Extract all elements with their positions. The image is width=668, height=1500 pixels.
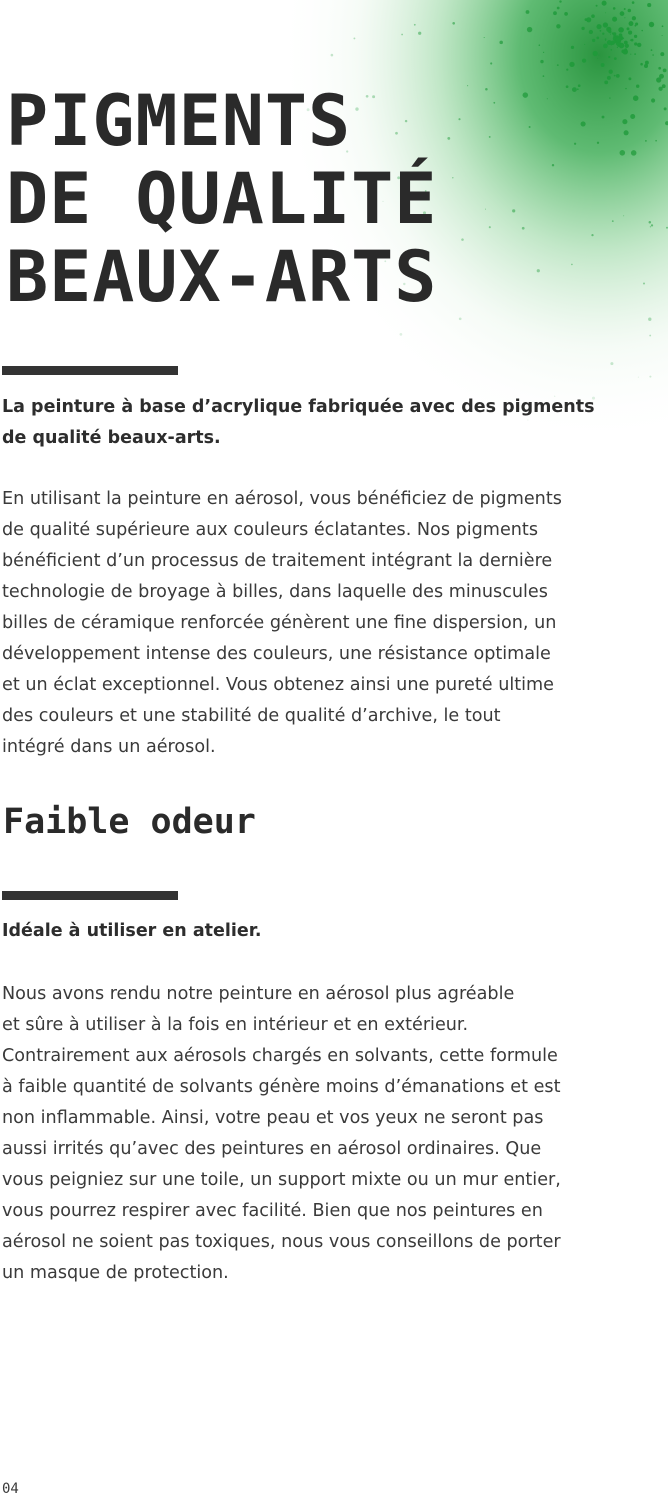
spray-speckle	[643, 282, 645, 284]
spray-speckle	[414, 24, 416, 26]
spray-speckle	[452, 22, 455, 25]
spray-speckle	[543, 52, 544, 53]
spray-speckle	[614, 57, 617, 60]
spray-speckle	[578, 84, 581, 87]
spray-speckle	[640, 63, 643, 66]
spray-speckle	[625, 44, 629, 48]
spray-speckle	[644, 64, 648, 68]
spray-speckle	[596, 24, 601, 29]
spray-speckle	[331, 54, 334, 57]
spray-speckle	[631, 39, 634, 42]
spray-speckle	[649, 221, 652, 224]
spray-speckle	[574, 143, 576, 145]
spray-speckle	[461, 238, 464, 241]
spray-speckle	[553, 11, 557, 15]
spray-speckle	[467, 85, 468, 86]
spray-speckle	[571, 46, 574, 49]
section-heading: Faible odeur	[3, 802, 256, 842]
spray-speckle	[645, 140, 647, 142]
spray-speckle	[607, 76, 611, 80]
spray-speckle	[552, 164, 554, 166]
section-divider	[2, 366, 178, 375]
body-line: de qualité supérieure aux couleurs éclatantes. Nos pigments	[2, 520, 538, 540]
spray-speckle	[523, 92, 529, 98]
body-line: et sûre à utiliser à la fois en intérieur et en extérieur.	[2, 1015, 469, 1035]
spray-speckle	[581, 27, 584, 30]
title-line: BEAUX-ARTS	[6, 236, 438, 318]
spray-speckle	[652, 54, 654, 56]
spray-speckle	[603, 22, 608, 27]
spray-speckle	[632, 16, 636, 20]
spray-speckle	[566, 69, 568, 71]
spray-speckle	[608, 30, 611, 33]
spray-speckle	[522, 227, 525, 230]
spray-speckle	[610, 34, 611, 35]
spray-speckle	[572, 87, 577, 92]
spray-speckle	[629, 21, 634, 26]
section-body	[2, 484, 562, 763]
spray-speckle	[649, 22, 654, 27]
spray-speckle	[601, 63, 605, 67]
spray-speckle	[610, 362, 613, 365]
spray-speckle	[651, 98, 655, 102]
spray-speckle	[600, 30, 602, 32]
spray-speckle	[459, 317, 462, 320]
spray-speckle	[628, 31, 632, 35]
spray-speckle	[632, 1, 635, 4]
spray-speckle	[557, 7, 560, 10]
spray-speckle	[485, 88, 488, 91]
spray-speckle	[620, 11, 625, 16]
spray-speckle	[637, 43, 641, 47]
body-line: et un éclat exceptionnel. Vous obtenez ainsi une pureté ultime	[2, 675, 554, 695]
spray-speckle	[559, 0, 561, 2]
spray-speckle	[353, 37, 355, 39]
spray-speckle	[609, 97, 610, 98]
spray-speckle	[664, 107, 667, 110]
spray-speckle	[596, 5, 598, 7]
body-line: aérosol ne soient pas toxiques, nous vous conseillons de porter	[2, 1232, 561, 1252]
spray-speckle	[617, 47, 618, 48]
spray-speckle	[649, 335, 651, 337]
page-title	[6, 82, 437, 316]
spray-speckle	[400, 333, 403, 336]
body-line: non inflammable. Ainsi, votre peau et vos yeux ne seront pas	[2, 1108, 544, 1128]
spray-speckle	[571, 264, 573, 266]
lead-line: de qualité beaux-arts.	[2, 428, 221, 448]
page-number: 04	[2, 1481, 19, 1497]
spray-speckle	[537, 269, 540, 272]
spray-speckle	[569, 62, 574, 67]
spray-speckle	[602, 1, 607, 6]
body-line: technologie de broyage à billes, dans laquelle des minuscules	[2, 582, 548, 602]
spray-speckle	[651, 49, 653, 51]
spray-speckle	[401, 34, 403, 36]
spray-speckle	[634, 53, 636, 55]
spray-speckle	[418, 32, 421, 35]
spray-speckle	[529, 126, 531, 128]
spray-speckle	[591, 234, 593, 236]
spray-speckle	[582, 58, 586, 62]
spray-speckle	[635, 22, 638, 25]
spray-speckle	[564, 12, 568, 16]
spray-speckle	[458, 118, 460, 120]
spray-speckle	[608, 56, 610, 58]
spray-speckle	[493, 102, 495, 104]
spray-speckle	[628, 77, 631, 80]
spray-speckle	[616, 74, 620, 78]
spray-speckle	[605, 38, 607, 40]
spray-speckle	[604, 81, 608, 85]
body-line: à faible quantité de solvants génère moins d’émanations et est	[2, 1077, 561, 1097]
spray-speckle	[489, 136, 491, 138]
spray-speckle	[630, 39, 631, 40]
spray-speckle	[598, 55, 599, 56]
section-divider	[2, 891, 178, 900]
body-line: Contrairement aux aérosols chargés en solvants, cette formule	[2, 1046, 558, 1066]
spray-speckle	[630, 54, 631, 55]
spray-speckle	[602, 116, 605, 119]
lead-line: Idéale à utiliser en atelier.	[2, 921, 262, 941]
spray-speckle	[612, 17, 617, 22]
spray-speckle	[631, 150, 637, 156]
spray-speckle	[641, 30, 642, 31]
body-line: Nous avons rendu notre peinture en aérosol plus agréable	[2, 984, 515, 1004]
body-line: vous peigniez sur une toile, un support mixte ou un mur entier,	[2, 1170, 561, 1190]
spray-speckle	[628, 9, 632, 13]
spray-speckle	[539, 44, 541, 46]
spray-speckle	[651, 224, 653, 226]
body-line: vous pourrez respirer avec facilité. Bien que nos peintures en	[2, 1201, 543, 1221]
title-line: PIGMENTS	[6, 80, 352, 162]
spray-speckle	[633, 95, 639, 101]
spray-speckle	[630, 114, 635, 119]
spray-speckle	[610, 49, 612, 51]
spray-speckle	[499, 41, 503, 45]
spray-speckle	[613, 32, 617, 36]
spray-speckle	[589, 30, 593, 34]
spray-speckle	[623, 215, 624, 216]
spray-speckle	[624, 17, 625, 18]
spray-speckle	[659, 74, 664, 79]
section-lead	[2, 392, 595, 454]
body-line: intégré dans un aérosol.	[2, 737, 216, 757]
spray-speckle	[591, 14, 595, 18]
spray-speckle	[597, 142, 599, 144]
lead-line: La peinture à base d’acrylique fabriquée avec des pigments	[2, 397, 595, 417]
spray-speckle	[607, 40, 612, 45]
spray-speckle	[447, 137, 450, 140]
spray-speckle	[619, 27, 624, 32]
spray-speckle	[613, 7, 616, 10]
spray-speckle	[605, 12, 606, 13]
spray-speckle	[592, 39, 595, 42]
spray-speckle	[620, 150, 626, 156]
spray-speckle	[489, 226, 491, 228]
spray-speckle	[603, 44, 608, 49]
spray-speckle	[602, 33, 604, 35]
spray-speckle	[649, 376, 651, 378]
spray-speckle	[655, 140, 657, 142]
spray-speckle	[597, 58, 598, 59]
spray-speckle	[622, 119, 627, 124]
section-lead	[2, 916, 262, 947]
body-line: billes de céramique renforcée génèrent une fine dispersion, un	[2, 613, 557, 633]
spray-speckle	[605, 40, 606, 41]
spray-speckle	[484, 37, 485, 38]
spray-speckle	[627, 27, 630, 30]
spray-speckle	[543, 75, 545, 77]
spray-speckle	[625, 88, 626, 89]
spray-speckle	[609, 70, 613, 74]
spray-speckle	[624, 8, 626, 10]
spray-speckle	[663, 69, 667, 73]
body-line: aussi irrités qu’avec des peintures en aérosol ordinaires. Que	[2, 1139, 542, 1159]
spray-speckle	[647, 3, 651, 7]
spray-speckle	[650, 226, 651, 227]
body-line: En utilisant la peinture en aérosol, vous bénéficiez de pigments	[2, 489, 562, 509]
body-line: des couleurs et une stabilité de qualité d’archive, le tout	[2, 706, 501, 726]
title-line: DE QUALITÉ	[6, 158, 438, 240]
spray-speckle	[584, 44, 585, 45]
spray-speckle	[638, 377, 639, 378]
spray-speckle	[648, 318, 651, 321]
spray-speckle	[527, 27, 532, 32]
spray-speckle	[512, 209, 515, 212]
spray-speckle	[612, 220, 614, 222]
body-line: un masque de protection.	[2, 1263, 229, 1283]
spray-speckle	[485, 209, 486, 210]
spray-speckle	[452, 177, 453, 178]
spray-speckle	[490, 62, 492, 64]
spray-speckle	[624, 130, 629, 135]
spray-speckle	[662, 84, 666, 88]
spray-speckle	[660, 52, 664, 56]
section-body	[2, 979, 561, 1289]
spray-speckle	[596, 37, 599, 40]
spray-speckle	[581, 121, 586, 126]
spray-speckle	[645, 61, 649, 65]
spray-speckle	[547, 98, 548, 99]
body-line: bénéficient d’un processus de traitement intégrant la dernière	[2, 551, 553, 571]
spray-speckle	[624, 48, 627, 51]
spray-speckle	[526, 10, 530, 14]
spray-speckle	[616, 38, 620, 42]
spray-speckle	[662, 35, 663, 36]
spray-speckle	[585, 18, 588, 21]
spray-speckle	[662, 25, 664, 27]
spray-speckle	[636, 84, 639, 87]
spray-speckle	[619, 33, 623, 37]
spray-speckle	[566, 85, 569, 88]
spray-speckle	[540, 60, 543, 63]
spray-speckle	[556, 24, 560, 28]
body-line: développement intense des couleurs, une résistance optimale	[2, 644, 551, 664]
spray-speckle	[658, 67, 661, 70]
spray-speckle	[577, 88, 579, 90]
spray-speckle	[634, 35, 637, 38]
spray-speckle	[634, 42, 637, 45]
spray-speckle	[557, 64, 559, 66]
spray-speckle	[612, 42, 614, 44]
spray-speckle	[593, 51, 598, 56]
spray-speckle	[614, 75, 616, 77]
